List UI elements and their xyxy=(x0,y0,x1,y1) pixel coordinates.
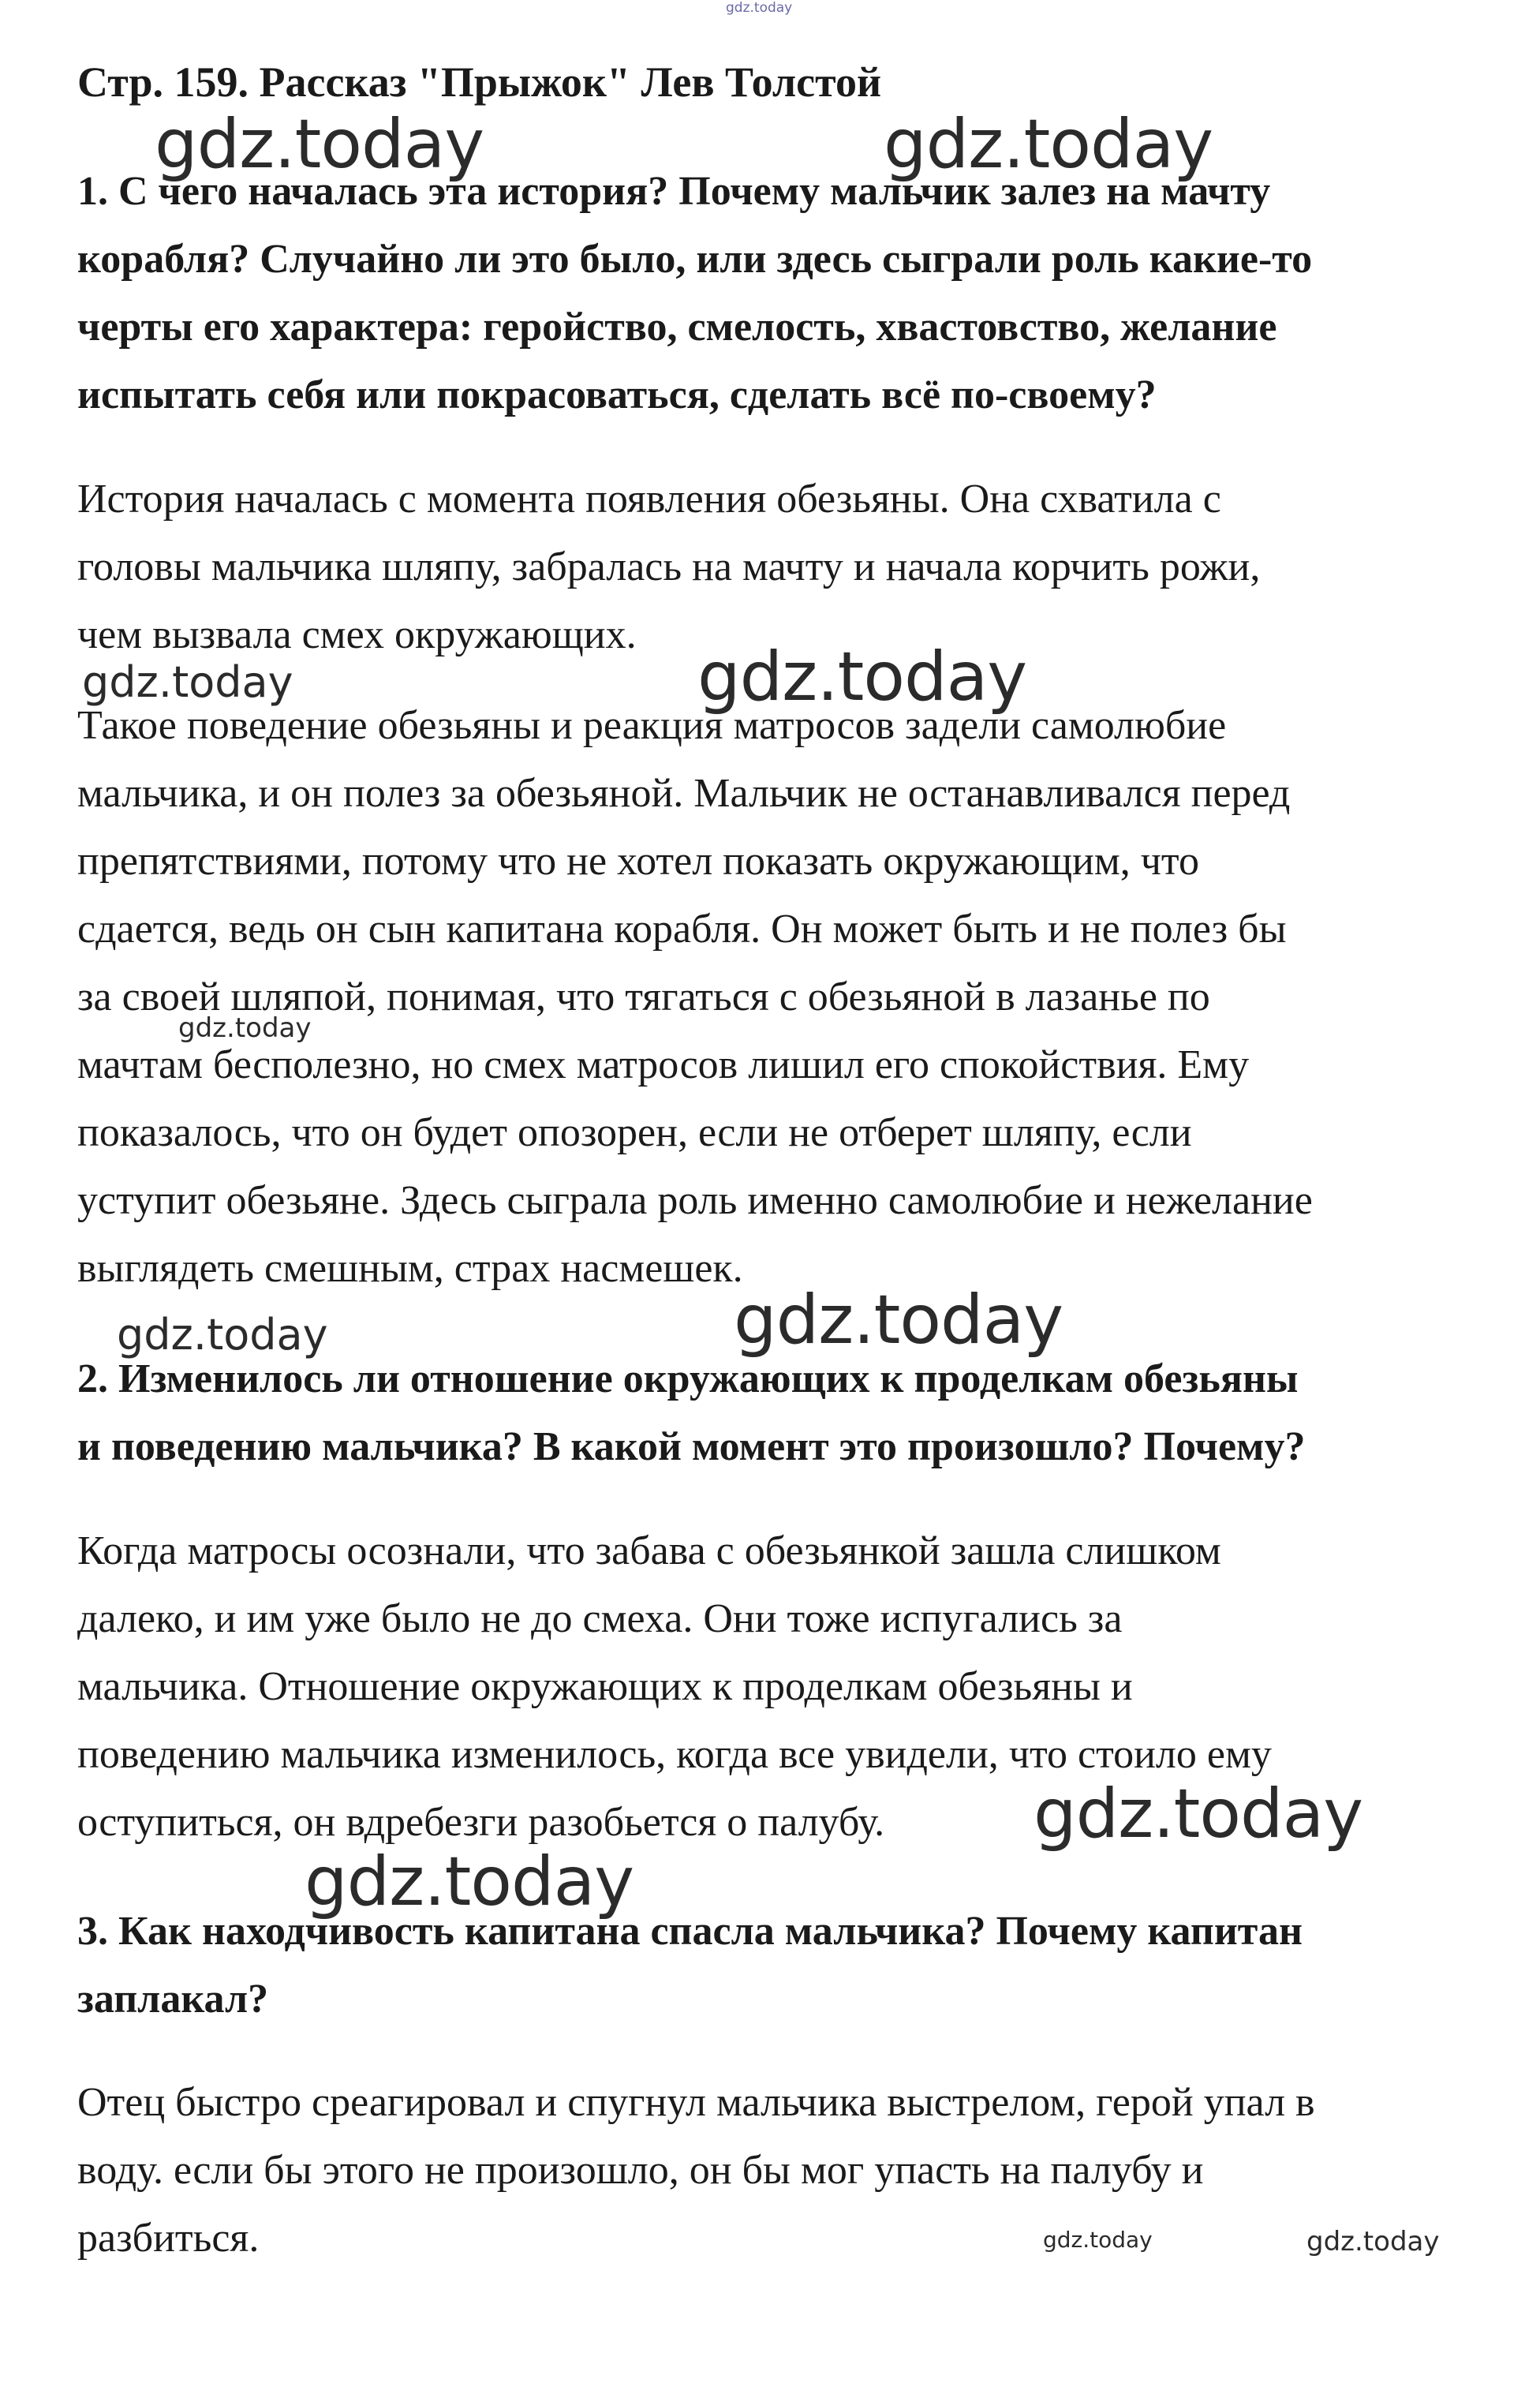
watermark: gdz.today xyxy=(734,1281,1063,1360)
watermark: gdz.today xyxy=(178,1012,312,1044)
answer-1-paragraph-2 xyxy=(77,692,1466,1303)
watermark-top: gdz.today xyxy=(726,0,793,16)
answer-line: за своей шляпой, понимая, что тягаться с обезьяной в лазанье по xyxy=(77,974,1210,1019)
question-line: корабля? Случайно ли это было, или здесь сыграли роль какие-то xyxy=(77,237,1313,282)
answer-line: выглядеть смешным, страх насмешек. xyxy=(77,1246,743,1291)
watermark: gdz.today xyxy=(155,105,484,184)
watermark: gdz.today xyxy=(117,1310,328,1360)
question-line: 2. Изменилось ли отношение окружающих к проделкам обезьяны xyxy=(77,1356,1299,1401)
question-line: заплакал? xyxy=(77,1977,269,2022)
answer-line: головы мальчика шляпу, забралась на мачту и начала корчить рожи, xyxy=(77,544,1261,589)
answer-line: оступиться, он вдребезги разобьется о палубу. xyxy=(77,1800,885,1845)
answer-line: далеко, и им уже было не до смеха. Они тоже испугались за xyxy=(77,1596,1123,1641)
question-1 xyxy=(77,158,1466,429)
answer-3 xyxy=(77,2069,1466,2272)
question-2 xyxy=(77,1345,1466,1481)
question-line: черты его характера: геройство, смелость, хвастовство, желание xyxy=(77,305,1277,350)
answer-line: чем вызвала смех окружающих. xyxy=(77,612,637,657)
answer-line: показалось, что он будет опозорен, если не отберет шляпу, если xyxy=(77,1110,1192,1155)
watermark: gdz.today xyxy=(697,638,1027,716)
question-line: 3. Как находчивость капитана спасла мальчика? Почему капитан xyxy=(77,1909,1303,1954)
answer-line: История началась с момента появления обезьяны. Она схватила с xyxy=(77,477,1221,522)
watermark: gdz.today xyxy=(1306,2226,1440,2257)
answer-line: сдается, ведь он сын капитана корабля. Он может быть и не полез бы xyxy=(77,907,1287,952)
watermark: gdz.today xyxy=(305,1842,634,1921)
answer-line: воду. если бы этого не произошло, он бы мог упасть на палубу и xyxy=(77,2148,1204,2193)
question-3 xyxy=(77,1898,1466,2033)
answer-line: мачтам бесполезно, но смех матросов лишил его спокойствия. Ему xyxy=(77,1042,1250,1087)
question-line: 1. С чего началась эта история? Почему мальчик залез на мачту xyxy=(77,169,1271,214)
page-title: Стр. 159. Рассказ "Прыжок" Лев Толстой xyxy=(77,58,882,106)
answer-line: уступит обезьяне. Здесь сыграла роль именно самолюбие и нежелание xyxy=(77,1178,1313,1223)
watermark: gdz.today xyxy=(82,657,293,707)
answer-line: поведению мальчика изменилось, когда все увидели, что стоило ему xyxy=(77,1732,1272,1777)
watermark: gdz.today xyxy=(1043,2227,1153,2253)
answer-line: Когда матросы осознали, что забава с обезьянкой зашла слишком xyxy=(77,1528,1221,1573)
answer-line: мальчика, и он полез за обезьяной. Мальчик не останавливался перед xyxy=(77,771,1291,816)
answer-line: разбиться. xyxy=(77,2216,260,2261)
question-line: испытать себя или покрасоваться, сделать всё по-своему? xyxy=(77,372,1157,417)
answer-line: мальчика. Отношение окружающих к проделкам обезьяны и xyxy=(77,1664,1133,1709)
watermark: gdz.today xyxy=(884,105,1213,184)
question-line: и поведению мальчика? В какой момент это произошло? Почему? xyxy=(77,1424,1306,1469)
answer-line: препятствиями, потому что не хотел показать окружающим, что xyxy=(77,839,1199,884)
answer-line: Такое поведение обезьяны и реакция матросов задели самолюбие xyxy=(77,703,1227,748)
answer-line: Отец быстро среагировал и спугнул мальчика выстрелом, герой упал в xyxy=(77,2080,1315,2125)
watermark: gdz.today xyxy=(1034,1775,1363,1853)
